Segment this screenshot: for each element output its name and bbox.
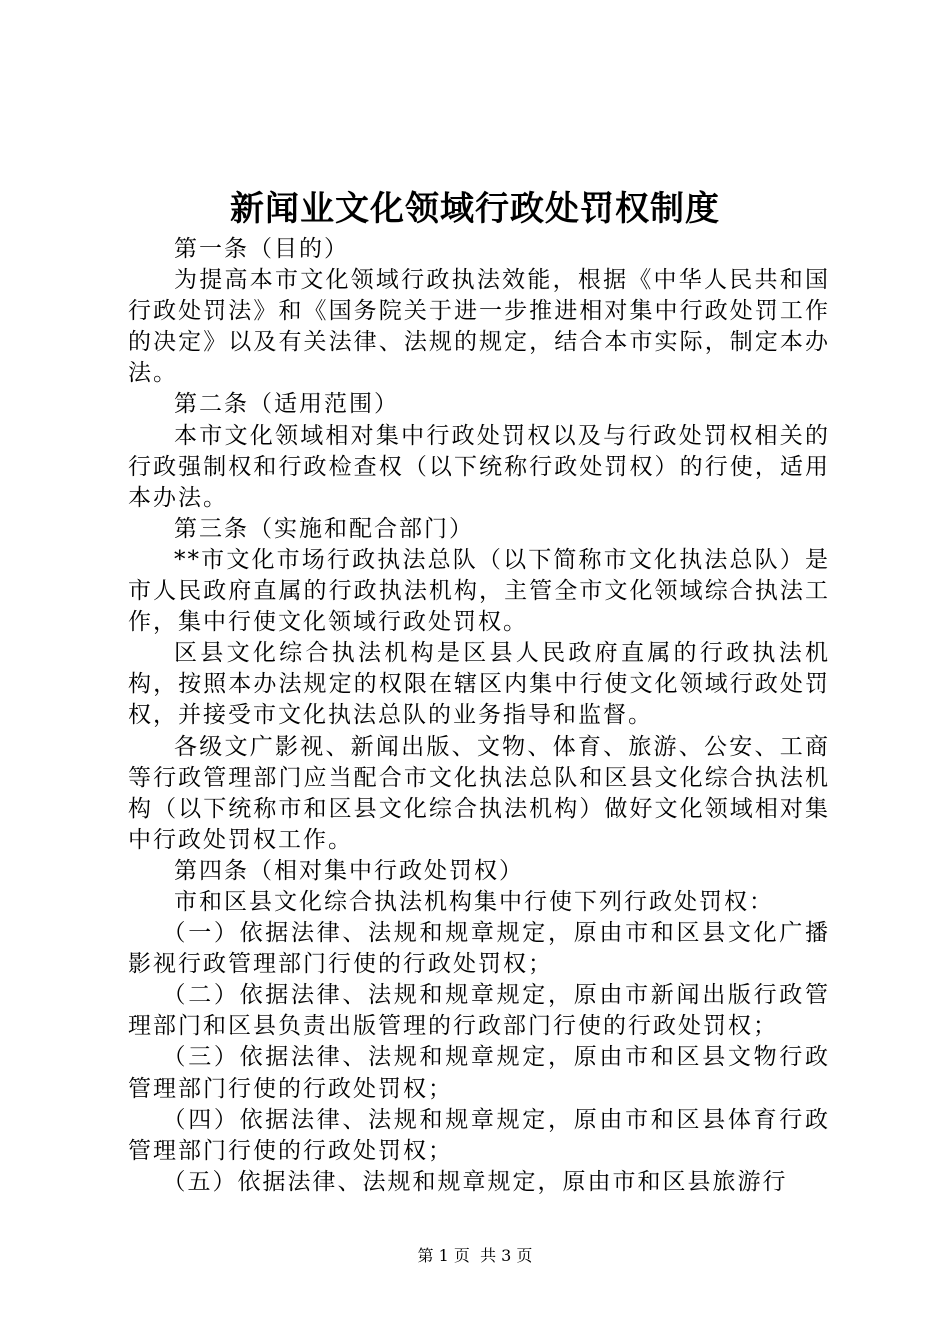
paragraph: **市文化市场行政执法总队（以下简称市文化执法总队）是市人民政府直属的行政执法机构，主管全市文化领域综合执法工作，集中行使文化领域行政处罚权。 (128, 546, 830, 636)
page-total: 共 3 页 (480, 1246, 533, 1265)
paragraph: 市和区县文化综合执法机构集中行使下列行政处罚权： (174, 888, 774, 915)
paragraph: 各级文广影视、新闻出版、文物、体育、旅游、公安、工商等行政管理部门应当配合市文化执法总队和区县文化综合执法机构（以下统称市和区县文化综合执法机构）做好文化领域相对集中行政处罚权工作。 (128, 733, 830, 853)
page-number: 第 1 页 (417, 1246, 470, 1265)
document-body (128, 234, 830, 1198)
list-item: （五）依据法律、法规和规章规定，原由市和区县旅游行 (162, 1168, 788, 1195)
article-heading: 第四条（相对集中行政处罚权） (174, 857, 524, 884)
list-item: （二）依据法律、法规和规章规定，原由市新闻出版行政管理部门和区县负责出版管理的行政部门行使的行政处罚权； (128, 982, 830, 1040)
list-item: （一）依据法律、法规和规章规定，原由市和区县文化广播影视行政管理部门行使的行政处罚权； (128, 920, 830, 978)
paragraph: 为提高本市文化领域行政执法效能，根据《中华人民共和国行政处罚法》和《国务院关于进一步推进相对集中行政处罚工作的决定》以及有关法律、法规的规定，结合本市实际，制定本办法。 (128, 267, 830, 387)
article-heading: 第三条（实施和配合部门） (174, 515, 474, 542)
list-item: （三）依据法律、法规和规章规定，原由市和区县文物行政管理部门行使的行政处罚权； (128, 1044, 830, 1102)
paragraph: 区县文化综合执法机构是区县人民政府直属的行政执法机构，按照本办法规定的权限在辖区内集中行使文化领域行政处罚权，并接受市文化执法总队的业务指导和监督。 (128, 640, 830, 729)
list-item: （四）依据法律、法规和规章规定，原由市和区县体育行政管理部门行使的行政处罚权； (128, 1106, 830, 1164)
page-footer (0, 1244, 950, 1268)
paragraph: 本市文化领域相对集中行政处罚权以及与行政处罚权相关的行政强制权和行政检查权（以下统称行政处罚权）的行使，适用本办法。 (128, 422, 830, 511)
document-title: 新闻业文化领域行政处罚权制度 (230, 189, 720, 229)
article-heading: 第一条（目的） (174, 236, 349, 262)
article-heading: 第二条（适用范围） (174, 391, 399, 418)
